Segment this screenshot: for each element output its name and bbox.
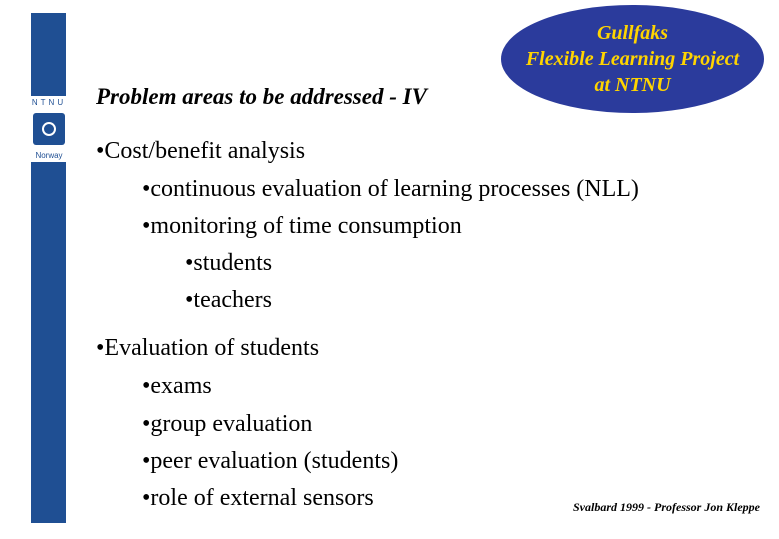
side-bar [31,13,66,523]
bullet-exams: •exams [142,373,212,399]
bullet-continuous-evaluation: •continuous evaluation of learning processes (NLL) [142,176,639,202]
logo-top-text: NTNU [31,98,67,107]
bullet-group-evaluation: •group evaluation [142,411,313,437]
bullet-cost-benefit: •Cost/benefit analysis [96,138,306,164]
project-line-3: at NTNU [594,74,671,96]
project-oval [501,5,764,113]
bullet-teachers: •teachers [185,287,273,313]
project-line-2: Flexible Learning Project [525,48,740,70]
bullet-students: •students [185,250,273,276]
bullet-evaluation-of-students: •Evaluation of students [96,335,320,361]
footer-credit: Svalbard 1999 - Professor Jon Kleppe [573,500,760,514]
bullet-time-monitoring: •monitoring of time consumption [142,213,462,239]
bullet-external-sensors: •role of external sensors [142,485,374,511]
bullet-peer-evaluation: •peer evaluation (students) [142,448,399,474]
ntnu-logo [29,96,69,162]
project-line-1: Gullfaks [596,22,669,44]
logo-mark-icon [33,113,65,145]
logo-bottom-text: Norway [35,151,63,160]
slide-title: Problem areas to be addressed - IV [96,84,427,109]
